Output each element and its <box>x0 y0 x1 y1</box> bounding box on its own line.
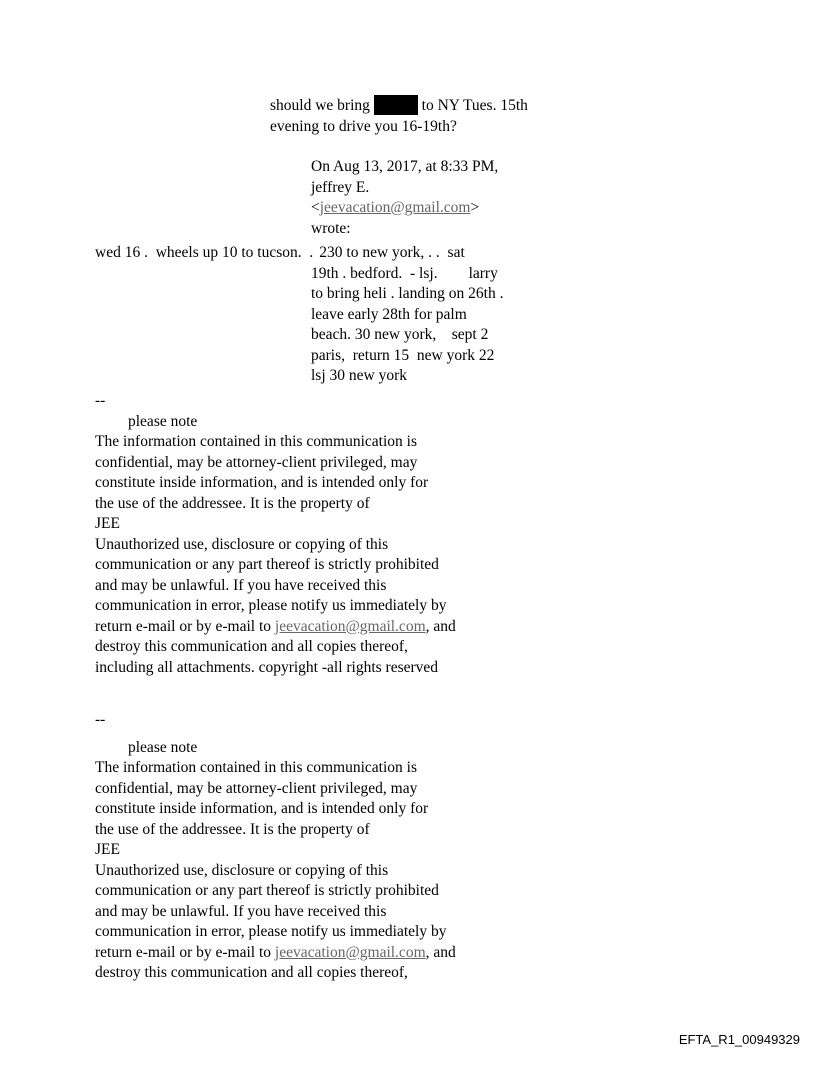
disclaimer-line: constitute inside information, and is intended only for <box>95 800 429 817</box>
disclaimer-line: The information contained in this communication is <box>95 759 417 776</box>
quoted-line: 230 to new york, . . sat <box>319 244 465 261</box>
quoted-line: leave early 28th for palm <box>311 305 467 323</box>
redaction-box <box>374 95 418 115</box>
disclaimer-line: communication or any part thereof is strictly prohibited <box>95 882 439 899</box>
disclaimer-line: The information contained in this communication is <box>95 433 417 450</box>
bracket: > <box>470 199 480 216</box>
disclaimer-line: and may be unlawful. If you have received this <box>95 576 387 594</box>
quote-header <box>311 157 498 239</box>
disclaimer-line: communication in error, please notify us immediately by <box>95 597 447 614</box>
quoted-line: lsj 30 new york <box>311 367 408 384</box>
disclaimer-line: , and <box>425 943 456 961</box>
quote-date: On Aug 13, 2017, at 8:33 PM, <box>311 158 499 175</box>
disclaimer-line: communication in error, please notify us immediately by <box>95 923 447 940</box>
disclaimer-line: the use of the addressee. It is the property of <box>95 494 370 512</box>
disclaimer-email-link[interactable]: jeevacation@gmail.com <box>274 617 426 635</box>
reply-line: should we bring <box>270 97 374 114</box>
please-note: please note <box>128 738 198 756</box>
quote-sender: jeffrey E. <box>311 178 370 196</box>
disclaimer-1 <box>95 391 456 678</box>
quoted-line: paris, return 15 new york 22 <box>311 346 495 364</box>
disclaimer-line: Unauthorized use, disclosure or copying of this <box>95 535 389 553</box>
reply-line: to NY Tues. 15th <box>417 97 528 114</box>
signature-separator: -- <box>95 711 106 728</box>
disclaimer-line: confidential, may be attorney-client privileged, may <box>95 453 418 471</box>
disclaimer-line: constitute inside information, and is intended only for <box>95 474 429 491</box>
disclaimer-line: Unauthorized use, disclosure or copying of this <box>95 861 389 879</box>
please-note: please note <box>128 412 198 430</box>
disclaimer-line: including all attachments. copyright -all rights reserved <box>95 658 439 676</box>
quoted-body <box>95 243 503 387</box>
bracket: < <box>311 199 320 216</box>
disclaimer-line: destroy this communication and all copies thereof, <box>95 638 408 655</box>
disclaimer-line: JEE <box>95 841 120 858</box>
sender-email-link[interactable]: jeevacation@gmail.com <box>319 199 471 216</box>
quote-wrote: wrote: <box>311 219 351 237</box>
disclaimer-line: communication or any part thereof is strictly prohibited <box>95 556 439 573</box>
disclaimer-line: JEE <box>95 515 120 532</box>
document-id: EFTA_R1_00949329 <box>678 1032 800 1047</box>
disclaimer-line: confidential, may be attorney-client privileged, may <box>95 779 418 797</box>
quoted-line: to bring heli . landing on 26th . <box>311 285 504 302</box>
disclaimer-line: , and <box>425 617 456 635</box>
disclaimer-line: and may be unlawful. If you have received this <box>95 902 387 920</box>
disclaimer-line: destroy this communication and all copies thereof, <box>95 964 408 981</box>
disclaimer-line: the use of the addressee. It is the property of <box>95 820 370 838</box>
disclaimer-line: return e-mail or by e-mail to <box>95 943 275 961</box>
disclaimer-line: return e-mail or by e-mail to <box>95 617 275 635</box>
reply-text <box>270 95 528 137</box>
disclaimer-2 <box>95 710 456 984</box>
reply-line: evening to drive you 16-19th? <box>270 117 457 135</box>
quoted-line: 19th . bedford. - lsj. larry <box>311 264 498 282</box>
signature-separator: -- <box>95 392 106 409</box>
disclaimer-email-link[interactable]: jeevacation@gmail.com <box>274 943 426 961</box>
quoted-first-left: wed 16 . wheels up 10 to tucson. . <box>95 244 314 261</box>
quoted-line: beach. 30 new york, sept 2 <box>311 326 489 343</box>
